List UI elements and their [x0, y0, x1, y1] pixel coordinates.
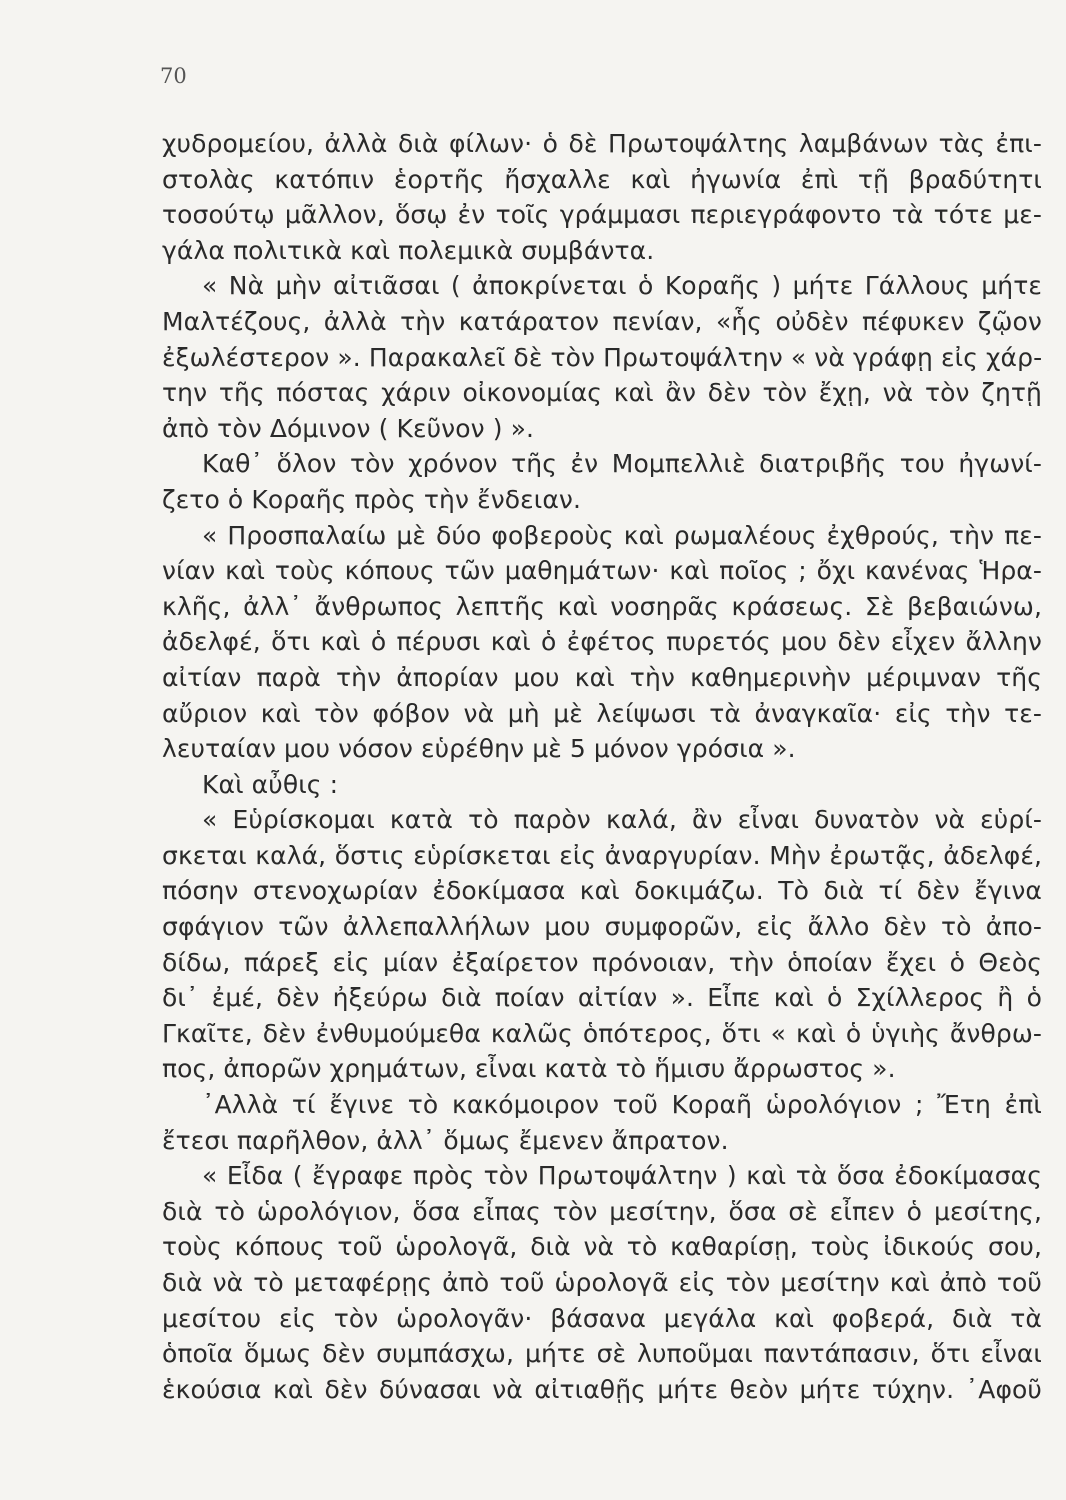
text-line: πος, ἀπορῶν χρημάτων, εἶναι κατὰ τὸ ἥμισυ ἄρρωστος ».	[162, 1054, 896, 1084]
text-line: τοὺς κόπους τοῦ ὡρολογᾶ, διὰ νὰ τὸ καθαρίσῃ, τοὺς ἰδικούς σου,	[162, 1232, 1042, 1262]
text-line: λευταίαν μου νόσον εὑρέθην μὲ 5 μόνον γρόσια ».	[162, 734, 796, 764]
text-line: Καθ᾽ ὅλον τὸν χρόνον τῆς ἐν Μομπελλιὲ διατριβῆς του ἠγωνί-	[202, 449, 1042, 479]
text-line: Μαλτέζους, ἀλλὰ τὴν κατάρατον πενίαν, «ἧς οὐδὲν πέφυκεν ζῷον	[162, 306, 1042, 336]
text-line: ἀδελφέ, ὅτι καὶ ὁ πέρυσι καὶ ὁ ἐφέτος πυρετός μου δὲν εἶχεν ἄλλην	[162, 627, 1042, 657]
text-line: πόσην στενοχωρίαν ἐδοκίμασα καὶ δοκιμάζω. Τὸ διὰ τί δὲν ἔγινα	[162, 876, 1042, 906]
text-line: γάλα πολιτικὰ καὶ πολεμικὰ συμβάντα.	[162, 235, 655, 265]
text-line: δίδω, πάρεξ εἰς μίαν ἐξαίρετον πρόνοιαν, τὴν ὁποίαν ἔχει ὁ Θεὸς	[162, 947, 1042, 977]
text-line: ζετο ὁ Κοραῆς πρὸς τὴν ἔνδειαν.	[162, 484, 582, 514]
text-line: σκεται καλά, ὅστις εὑρίσκεται εἰς ἀναργυρίαν. Μὴν ἐρωτᾷς, ἀδελφέ,	[162, 840, 1042, 870]
text-line: « Εἶδα ( ἔγραφε πρὸς τὸν Πρωτοψάλτην ) καὶ τὰ ὅσα ἐδοκίμασας	[202, 1161, 1042, 1191]
text-line: σφάγιον τῶν ἀλλεπαλλήλων μου συμφορῶν, εἰς ἄλλο δὲν τὸ ἀπο-	[162, 912, 1042, 942]
text-line: ᾽Αλλὰ τί ἔγινε τὸ κακόμοιρον τοῦ Κοραῆ ὡρολόγιον ; Ἔτη ἐπὶ	[202, 1090, 1042, 1120]
page-number: 70	[160, 64, 187, 88]
body-text	[162, 126, 1042, 1407]
text-line: στολὰς κατόπιν ἑορτῆς ἤσχαλλε καὶ ἠγωνία ἐπὶ τῇ βραδύτητι	[162, 164, 1042, 194]
text-line: νίαν καὶ τοὺς κόπους τῶν μαθημάτων· καὶ ποῖος ; ὄχι κανένας Ἡρα-	[162, 556, 1042, 586]
text-line: δι᾽ ἐμέ, δὲν ἠξεύρω διὰ ποίαν αἰτίαν ». Εἶπε καὶ ὁ Σχίλλερος ἢ ὁ	[162, 983, 1042, 1013]
text-line: μεσίτου εἰς τὸν ὡρολογᾶν· βάσανα μεγάλα καὶ φοβερά, διὰ τὰ	[162, 1303, 1042, 1333]
text-line: κλῆς, ἀλλ᾽ ἄνθρωπος λεπτῆς καὶ νοσηρᾶς κράσεως. Σὲ βεβαιώνω,	[162, 591, 1042, 621]
text-line: διὰ τὸ ὡρολόγιον, ὅσα εἶπας τὸν μεσίτην, ὅσα σὲ εἶπεν ὁ μεσίτης,	[162, 1196, 1042, 1226]
text-line: αὔριον καὶ τὸν φόβον νὰ μὴ μὲ λείψωσι τὰ ἀναγκαῖα· εἰς τὴν τε-	[162, 698, 1042, 728]
text-line: αἰτίαν παρὰ τὴν ἀπορίαν μου καὶ τὴν καθημερινὴν μέριμναν τῆς	[162, 662, 1042, 692]
text-line: την τῆς πόστας χάριν οἰκονομίας καὶ ἂν δὲν τὸν ἔχῃ, νὰ τὸν ζητῇ	[162, 378, 1042, 408]
text-line: « Εὑρίσκομαι κατὰ τὸ παρὸν καλά, ἂν εἶναι δυνατὸν νὰ εὑρί-	[202, 805, 1042, 835]
text-line: ὁποῖα ὅμως δὲν συμπάσχω, μήτε σὲ λυποῦμαι παντάπασιν, ὅτι εἶναι	[162, 1339, 1042, 1369]
text-line: διὰ νὰ τὸ μεταφέρῃς ἀπὸ τοῦ ὡρολογᾶ εἰς τὸν μεσίτην καὶ ἀπὸ τοῦ	[162, 1268, 1042, 1297]
text-line: Γκαῖτε, δὲν ἐνθυμούμεθα καλῶς ὁπότερος, ὅτι « καὶ ὁ ὑγιὴς ἄνθρω-	[162, 1018, 1042, 1048]
text-line: « Νὰ μὴν αἰτιᾶσαι ( ἀποκρίνεται ὁ Κοραῆς ) μήτε Γάλλους μήτε	[202, 271, 1042, 301]
text-line: ἑκούσια καὶ δὲν δύνασαι νὰ αἰτιαθῇς μήτε θεὸν μήτε τύχην. ᾽Αφοῦ	[162, 1374, 1042, 1404]
text-line: ἔτεσι παρῆλθον, ἀλλ᾽ ὅμως ἔμενεν ἄπρατον.	[162, 1125, 729, 1155]
text-line: χυδρομείου, ἀλλὰ διὰ φίλων· ὁ δὲ Πρωτοψάλτης λαμβάνων τὰς ἐπι-	[162, 129, 1042, 158]
text-line: Καὶ αὖθις :	[202, 769, 339, 799]
text-line: « Προσπαλαίω μὲ δύο φοβεροὺς καὶ ρωμαλέους ἐχθρούς, τὴν πε-	[202, 520, 1042, 550]
text-line: ἐξωλέστερον ». Παρακαλεῖ δὲ τὸν Πρωτοψάλτην « νὰ γράφῃ εἰς χάρ-	[162, 342, 1043, 372]
text-line: ἀπὸ τὸν Δόμινον ( Κεῦνον ) ».	[162, 413, 535, 443]
text-line: τοσούτῳ μᾶλλον, ὅσῳ ἐν τοῖς γράμμασι περιεγράφοντο τὰ τότε με-	[162, 200, 1042, 230]
